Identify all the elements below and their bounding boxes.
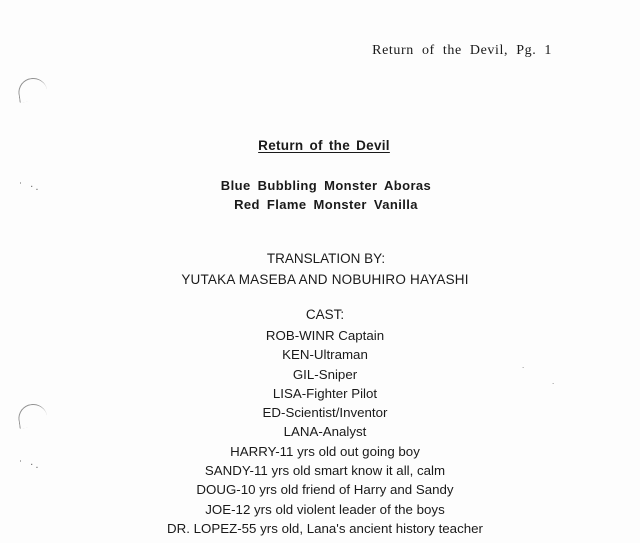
- binder-hole-icon: [17, 76, 49, 103]
- page-header: Return of the Devil, Pg. 1: [372, 43, 552, 58]
- translator-names: YUTAKA MASEBA AND NOBUHIRO HAYASHI: [181, 272, 469, 287]
- cast-member: ROB-WINR Captain: [265, 328, 385, 343]
- subtitle-line-2: Red Flame Monster Vanilla: [234, 197, 418, 212]
- cast-member: ED-Scientist/Inventor: [262, 405, 388, 421]
- cast-member: LISA-Fighter Pilot: [272, 385, 378, 401]
- cast-member: GIL-Sniper: [292, 366, 358, 382]
- cast-heading: CAST:: [305, 307, 345, 322]
- scan-speck-icon: ·: [552, 380, 557, 388]
- cast-member: DR. LOPEZ-55 yrs old, Lana's ancient history teacher: [167, 520, 483, 536]
- cast-member: LANA-Analyst: [283, 424, 367, 440]
- cast-member: SANDY-11 yrs old smart know it all, calm: [204, 463, 446, 479]
- cast-member: HARRY-11 yrs old out going boy: [230, 443, 420, 459]
- document-title-text: Return of the Devil: [258, 138, 390, 153]
- cast-list: [0, 326, 640, 538]
- cast-member: JOE-12 yrs old violent leader of the boys: [205, 501, 445, 517]
- translation-label: TRANSLATION BY:: [266, 251, 386, 266]
- scan-speck-icon: ˙ ·.: [18, 460, 41, 471]
- subtitle-line-1: Blue Bubbling Monster Aboras: [220, 178, 432, 193]
- scan-speck-icon: ˙ ·.: [18, 182, 41, 193]
- cast-member: DOUG-10 yrs old friend of Harry and Sandy: [196, 482, 454, 498]
- cast-member: KEN-Ultraman: [282, 347, 368, 363]
- scan-speck-icon: ·: [522, 364, 527, 372]
- document-title: [0, 138, 640, 153]
